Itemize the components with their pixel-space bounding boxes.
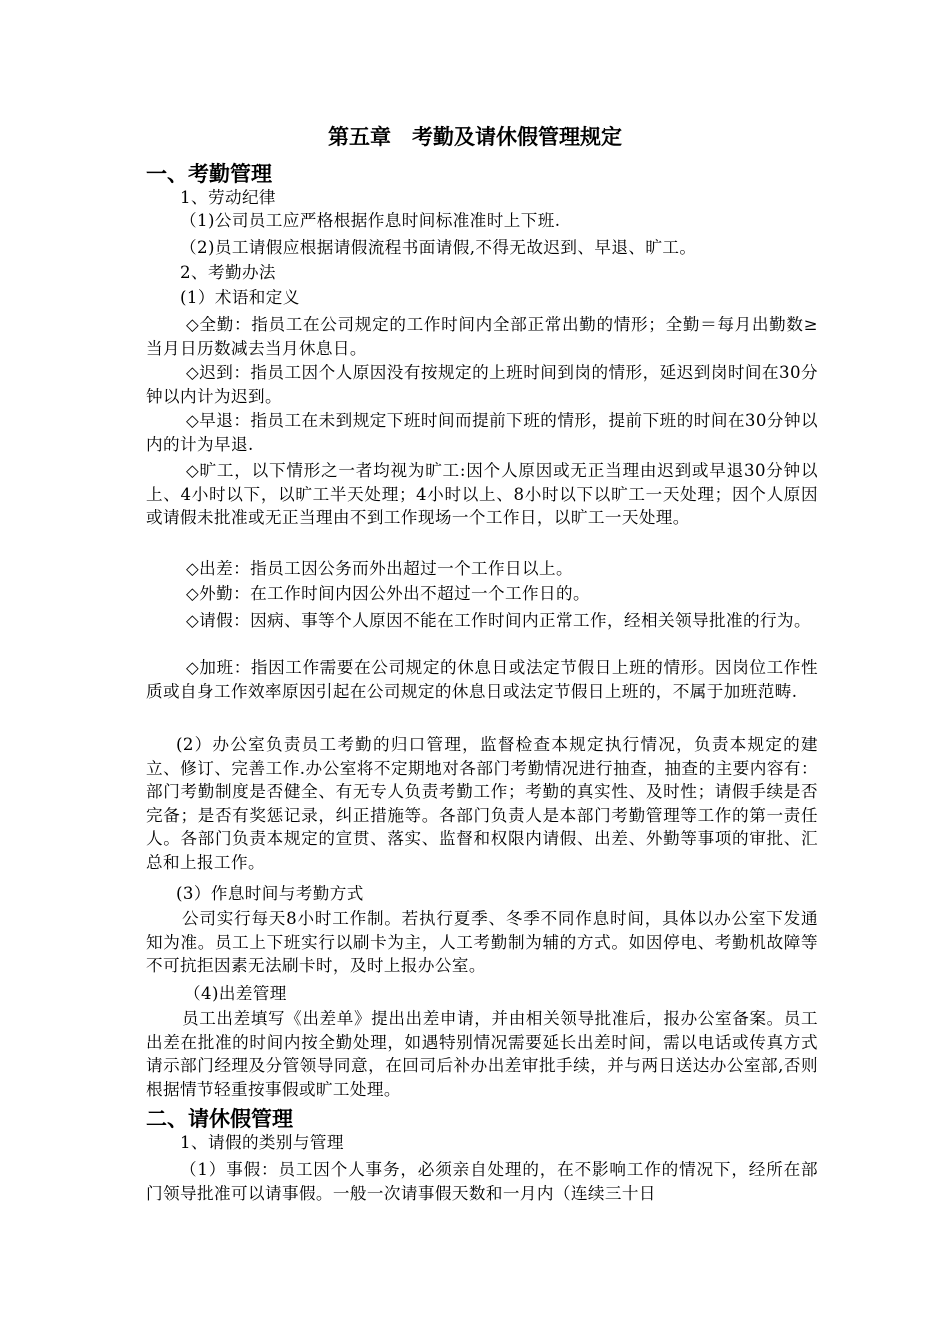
definition-business-trip: ◇出差：指员工因公务而外出超过一个工作日以上。 — [186, 559, 574, 578]
subheading-labor-discipline: 1、劳动纪律 — [180, 188, 276, 207]
definition-leave: ◇请假：因病、事等个人原因不能在工作时间内正常工作，经相关领导批准的行为。 — [186, 611, 811, 630]
terms-heading: (1）术语和定义 — [180, 288, 300, 307]
item-4-heading: （4)出差管理 — [184, 984, 287, 1003]
definition-early-leave: ◇早退：指员工在未到规定下班时间而提前下班的情形，提前下班的时间在30分钟以内的计为早退. — [146, 411, 818, 454]
item-3-heading: (3）作息时间与考勤方式 — [176, 884, 364, 903]
subheading-leave-types: 1、请假的类别与管理 — [180, 1133, 344, 1152]
definition-field-work: ◇外勤：在工作时间内因公外出不超过一个工作日的。 — [186, 584, 591, 603]
item-3-body: 公司实行每天8小时工作制。若执行夏季、冬季不同作息时间，具体以办公室下发通知为准。员工上下班实行以刷卡为主，人工考勤制为辅的方式。如因停电、考勤机故障等不可抗拒因素无法刷卡时，及时上报办公室。 — [146, 909, 818, 975]
subheading-attendance-method: 2、考勤办法 — [180, 263, 276, 282]
item-2-office-responsibility: (2）办公室负责员工考勤的归口管理，监督检查本规定执行情况，负责本规定的建立、修订、完善工作.办公室将不定期地对各部门考勤情况进行抽查，抽查的主要内容有：部门考勤制度是否健全、有无专人负责考勤工作；考勤的真实性、及时性；请假手续是否完备；是否有奖惩记录，纠正措施等。各部门负责人是本部门考勤管理等工作的第一责任人。各部门负责本规定的宣贯、落实、监督和权限内请假、出差、外勤等事项的审批、汇总和上报工作。 — [146, 735, 818, 872]
section-heading-attendance: 一、考勤管理 — [146, 162, 272, 186]
definition-full-attendance: ◇全勤：指员工在公司规定的工作时间内全部正常出勤的情形；全勤＝每月出勤数≥当月日历数减去当月休息日。 — [146, 315, 818, 358]
definition-absenteeism: ◇旷工，以下情形之一者均视为旷工:因个人原因或无正当理由迟到或早退30分钟以上、4小时以下，以旷工半天处理；4小时以上、8小时以下以旷工一天处理；因个人原因或请假未批准或无正当理由不到工作现场一个工作日，以旷工一天处理。 — [146, 461, 818, 527]
rule-1: （1)公司员工应严格根据作息时间标准准时上下班. — [180, 211, 561, 230]
chapter-title: 第五章 考勤及请休假管理规定 — [328, 125, 622, 149]
section-heading-leave: 二、请休假管理 — [146, 1107, 293, 1131]
definition-overtime: ◇加班：指因工作需要在公司规定的休息日或法定节假日上班的情形。因岗位工作性质或自身工作效率原因引起在公司规定的休息日或法定节假日上班的，不属于加班范畴. — [146, 658, 818, 701]
definition-late: ◇迟到：指员工因个人原因没有按规定的上班时间到岗的情形，延迟到岗时间在30分钟以内计为迟到。 — [146, 363, 818, 406]
leave-item-1-personal-leave: （1）事假：员工因个人事务，必须亲自处理的，在不影响工作的情况下，经所在部门领导批准可以请事假。一般一次请事假天数和一月内（连续三十日 — [146, 1160, 818, 1203]
item-4-body: 员工出差填写《出差单》提出出差申请，并由相关领导批准后，报办公室备案。员工出差在批准的时间内按全勤处理，如遇特别情况需要延长出差时间，需以电话或传真方式请示部门经理及分管领导同意，在回司后补办出差审批手续，并与两日送达办公室部,否则根据情节轻重按事假或旷工处理。 — [146, 1009, 818, 1099]
rule-2: （2)员工请假应根据请假流程书面请假,不得无故迟到、早退、旷工。 — [180, 238, 697, 257]
